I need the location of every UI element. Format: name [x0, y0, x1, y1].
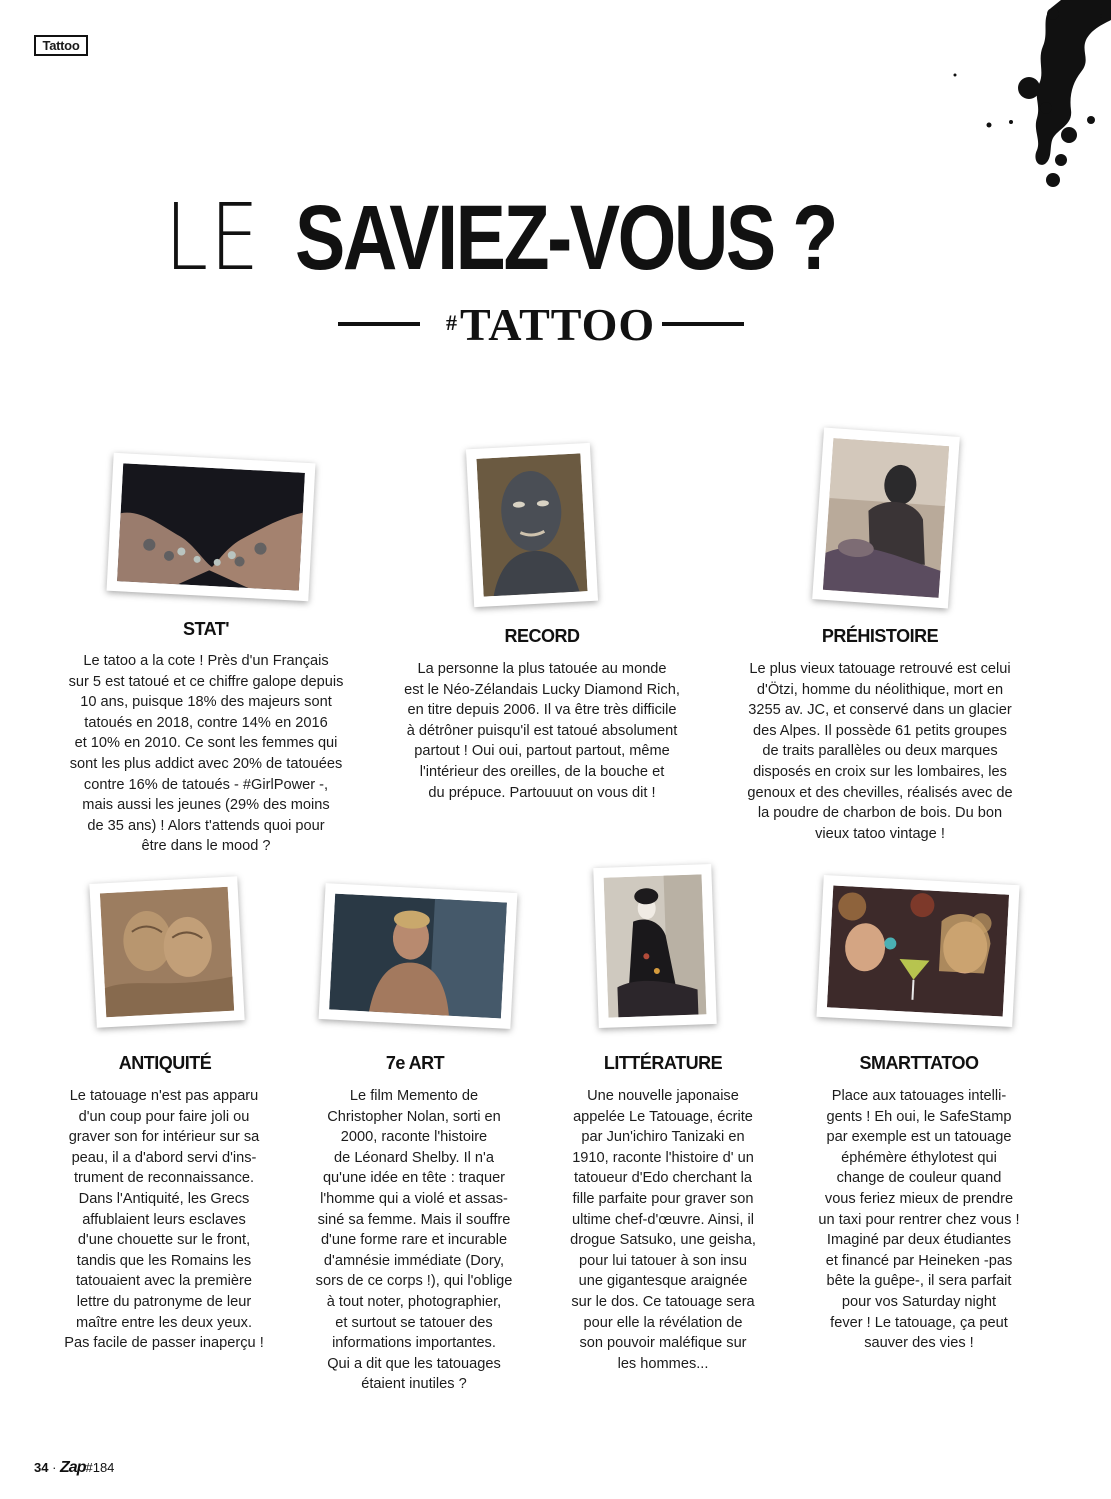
title-thin: LE [164, 184, 262, 291]
block-title-smarttatoo: SMARTTATOO [859, 1053, 979, 1073]
text-line: est le Néo-Zélandais Lucky Diamond Rich, [404, 681, 680, 698]
block-text-litterature [544, 1086, 782, 1374]
text-line: Le tatoo a la cote ! Près d'un Français [83, 653, 329, 669]
text-line: une gigantesque araignée [578, 1273, 748, 1290]
text-line: maître entre les deux yeux. [75, 1314, 253, 1331]
text-line: tatoués en 2018, contre 14% en 2016 [84, 714, 328, 731]
text-line: Une nouvelle japonaise [587, 1088, 739, 1104]
text-line: et 10% en 2010. Ce sont les femmes qui [74, 735, 338, 752]
subtitle-rule-right [662, 322, 744, 326]
text-line: 10 ans, puisque 18% des majeurs sont [80, 694, 332, 711]
text-line: partout ! Oui oui, partout partout, même [414, 743, 670, 760]
text-line: de Léonard Shelby. Il n'a [334, 1149, 494, 1166]
text-line: à tout noter, photographier, [326, 1293, 502, 1310]
section-tag: Tattoo [34, 35, 88, 56]
text-line: siné sa femme. Mais il souffre [317, 1211, 511, 1228]
issue-number: #184 [85, 1460, 115, 1475]
subtitle-hash: # [446, 310, 457, 335]
photo-geisha [593, 864, 717, 1028]
text-line: éphémère éthylotest qui [841, 1149, 997, 1166]
text-line: pour vos Saturday night [841, 1293, 997, 1310]
text-line: Le tatouage n'est pas apparu [69, 1088, 259, 1104]
text-line: un taxi pour rentrer chez vous ! [818, 1211, 1020, 1228]
text-line: Christopher Nolan, sorti en [327, 1108, 501, 1125]
text-line: d'un coup pour faire joli ou [78, 1108, 250, 1125]
text-line: sauver des vies ! [864, 1335, 974, 1352]
photo-antique-relief [89, 876, 244, 1028]
ink-splatter-decoration [941, 0, 1111, 200]
block-title-record: RECORD [504, 626, 580, 646]
text-line: en titre depuis 2006. Il va être très difficile [407, 702, 677, 719]
text-line: Qui a dit que les tatouages [327, 1355, 501, 1372]
text-line: vieux tatoo vintage ! [815, 825, 945, 842]
text-line: l'homme qui a violé et assas- [320, 1190, 508, 1207]
footer-separator: · [48, 1460, 61, 1475]
page-footer [34, 1459, 114, 1477]
text-line: et surtout se tatouer des [335, 1314, 493, 1331]
text-line: drogue Satsuko, une geisha, [570, 1232, 756, 1249]
text-line: d'amnésie immédiate (Dory, [323, 1252, 505, 1269]
block-text-7e-art [296, 1086, 532, 1395]
text-line: des Alpes. Il possède 61 petits groupes [753, 722, 1007, 739]
text-line: affublaient leurs esclaves [82, 1211, 246, 1228]
magazine-logo: Zap [60, 1459, 86, 1476]
text-line: sont les plus addict avec 20% de tatouées [69, 755, 343, 772]
text-line: de 35 ans) ! Alors t'attends quoi pour [87, 817, 325, 834]
text-line: 1910, raconte l'histoire d' un [572, 1149, 754, 1166]
photo-tattooed-hands [107, 453, 316, 601]
text-line: par exemple est un tatouage [826, 1129, 1012, 1146]
text-line: 2000, raconte l'histoire [340, 1129, 488, 1146]
text-line: Pas facile de passer inaperçu ! [64, 1335, 264, 1352]
text-line: tatoueur d'Edo cherchant la [573, 1170, 753, 1187]
text-line: tatouaient avec la première [75, 1273, 253, 1290]
text-line: son pouvoir maléfique sur [579, 1335, 747, 1352]
text-line: Place aux tatouages intelli- [831, 1088, 1007, 1104]
text-line: de traits parallèles ou deux marques [762, 743, 998, 760]
text-line: Le film Memento de [349, 1088, 479, 1104]
photo-memento-film [319, 883, 518, 1029]
block-text-prehistoire [724, 659, 1036, 844]
text-line: trument de reconnaissance. [73, 1170, 255, 1187]
text-line: Dans l'Antiquité, les Grecs [78, 1190, 250, 1207]
text-line: sors de ce corps !), qui l'oblige [315, 1273, 513, 1290]
block-text-antiquite [46, 1086, 282, 1354]
title-bold: SAVIEZ-VOUS ? [295, 187, 837, 289]
subtitle [0, 300, 1111, 350]
text-line: ultime chef-d'œuvre. Ainsi, il [571, 1211, 755, 1228]
text-line: d'une chouette sur le front, [77, 1232, 251, 1249]
text-line: appelée Le Tatouage, écrite [573, 1108, 753, 1125]
block-text-smarttatoo [796, 1086, 1042, 1354]
text-line: d'une forme rare et incurable [320, 1232, 508, 1249]
text-line: pour elle la révélation de [583, 1314, 743, 1331]
block-text-record [386, 659, 698, 803]
text-line: genoux et des chevilles, réalisés avec de [747, 784, 1013, 801]
text-line: peau, il a d'abord servi d'ins- [71, 1149, 257, 1166]
text-line: graver son for intérieur sur sa [68, 1129, 260, 1146]
text-line: d'Ötzi, homme du néolithique, mort en [756, 681, 1004, 698]
text-line: disposés en croix sur les lombaires, les [753, 763, 1007, 780]
text-line: les hommes... [617, 1355, 709, 1372]
text-line: bête la guêpe-, il sera parfait [826, 1273, 1012, 1290]
text-line: la poudre de charbon de bois. Du bon [757, 805, 1003, 822]
text-line: fille parfaite pour graver son [572, 1190, 754, 1207]
text-line: contre 16% de tatoués - #GirlPower -, [83, 776, 329, 793]
text-line: à détrôner puisqu'il est tatoué absolument [406, 722, 678, 739]
text-line: Imaginé par deux étudiantes [826, 1232, 1012, 1249]
subtitle-word: TATTOO [460, 299, 656, 350]
text-line: mais aussi les jeunes (29% des moins [82, 797, 330, 814]
text-line: qu'une idée en tête : traquer [322, 1170, 506, 1187]
text-line: tandis que les Romains les [76, 1252, 252, 1269]
text-line: lettre du patronyme de leur [76, 1293, 252, 1310]
text-line: et financé par Heineken -pas [825, 1252, 1013, 1269]
text-line: pour lui tatouer à son insu [579, 1252, 747, 1269]
block-title-antiquite: ANTIQUITÉ [118, 1053, 212, 1073]
text-line: change de couleur quand [836, 1170, 1002, 1187]
page-number: 34 [34, 1460, 49, 1475]
text-line: être dans le mood ? [141, 838, 271, 855]
text-line: par Jun'ichiro Tanizaki en [581, 1129, 745, 1146]
text-line: 3255 av. JC, et conservé dans un glacier [748, 702, 1012, 719]
photo-tattoo-artist [812, 427, 960, 608]
subtitle-rule-left [338, 322, 420, 326]
text-line: sur 5 est tatoué et ce chiffre galope depuis [68, 673, 344, 690]
block-title-stat: STAT' [182, 619, 230, 639]
text-line: du prépuce. Partouuut on vous dit ! [428, 784, 656, 801]
text-line: fever ! Le tatouage, ça peut [830, 1314, 1008, 1331]
text-line: gents ! Eh oui, le SafeStamp [826, 1108, 1012, 1125]
page-title [0, 184, 1111, 291]
block-text-stat [50, 651, 362, 857]
text-line: l'intérieur des oreilles, de la bouche et [419, 763, 665, 780]
text-line: informations importantes. [332, 1335, 496, 1352]
photo-party-drinks [816, 875, 1019, 1027]
block-title-litterature: LITTÉRATURE [603, 1053, 723, 1073]
photo-lucky-diamond-rich [466, 443, 598, 607]
text-line: sur le dos. Ce tatouage sera [571, 1293, 755, 1310]
text-line: La personne la plus tatouée au monde [417, 661, 667, 677]
block-title-7e-art: 7e ART [385, 1053, 445, 1073]
block-title-prehistoire: PRÉHISTOIRE [821, 626, 939, 646]
text-line: vous feriez mieux de prendre [824, 1190, 1014, 1207]
text-line: Le plus vieux tatouage retrouvé est celui [749, 661, 1011, 677]
text-line: étaient inutiles ? [361, 1376, 467, 1393]
